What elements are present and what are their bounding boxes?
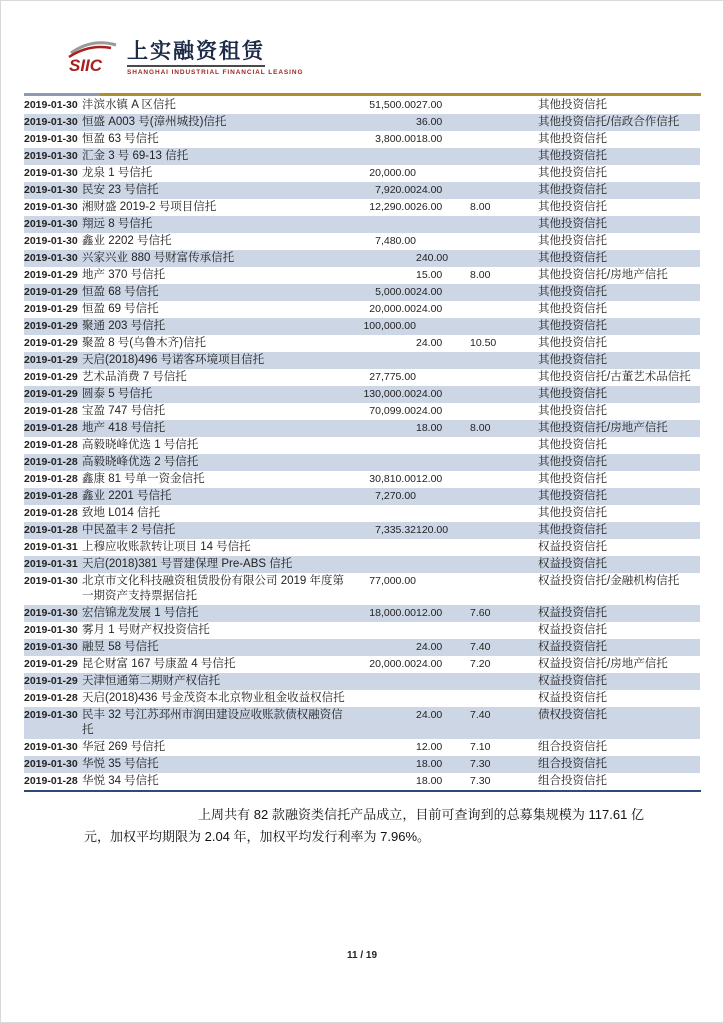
table-row (24, 739, 700, 756)
cell-amount (354, 352, 416, 369)
cell-rate (470, 437, 538, 454)
cell-amount: 30,810.00 (369, 473, 416, 485)
table-row (24, 318, 700, 335)
cell-rate (470, 165, 538, 182)
cell-category: 其他投资信托 (538, 303, 607, 315)
cell-category: 组合投资信托 (538, 758, 607, 770)
cell-date: 2019-01-28 (24, 692, 78, 704)
table-row (24, 505, 700, 522)
cell-term: 26.00 (416, 201, 443, 213)
cell-amount (354, 148, 416, 165)
table-row (24, 488, 700, 505)
cell-category: 权益投资信托/金融机构信托 (538, 575, 680, 587)
cell-date: 2019-01-29 (24, 320, 78, 332)
cell-amount: 70,099.00 (369, 405, 416, 417)
cell-product-name: 鑫康 81 号单一资金信托 (82, 473, 205, 485)
cell-rate (470, 352, 538, 369)
cell-date: 2019-01-30 (24, 607, 78, 619)
cell-product-name: 致地 L014 信托 (82, 507, 160, 519)
cell-term: 12.00 (416, 741, 443, 753)
cell-term: 24.00 (416, 184, 443, 196)
cell-amount: 100,000.00 (363, 320, 416, 332)
cell-category: 其他投资信托 (538, 354, 607, 366)
cell-rate (470, 250, 538, 267)
cell-product-name: 融昱 58 号信托 (82, 641, 159, 653)
cell-amount (354, 756, 416, 773)
table-row (24, 471, 700, 488)
cell-date: 2019-01-28 (24, 422, 78, 434)
cell-amount: 20,000.00 (369, 303, 416, 315)
cell-term: 24.00 (416, 337, 443, 349)
cell-date: 2019-01-28 (24, 456, 78, 468)
cell-product-name: 华悦 35 号信托 (82, 758, 159, 770)
cell-amount (354, 437, 416, 454)
cell-category: 权益投资信托 (538, 692, 607, 704)
company-logo (66, 36, 303, 76)
cell-term (416, 352, 470, 369)
cell-product-name: 鑫业 2201 号信托 (82, 490, 172, 502)
cell-rate: 8.00 (470, 422, 491, 434)
cell-category: 其他投资信托 (538, 388, 607, 400)
brand-name-cn: 上实融资租赁 (127, 40, 265, 67)
table-row (24, 97, 700, 114)
cell-date: 2019-01-30 (24, 99, 78, 111)
cell-term: 24.00 (416, 286, 443, 298)
cell-amount (354, 114, 416, 131)
cell-date: 2019-01-30 (24, 116, 78, 128)
cell-category: 其他投资信托 (538, 405, 607, 417)
table-row (24, 656, 700, 673)
table-row (24, 369, 700, 386)
table-row (24, 386, 700, 403)
summary-paragraph: 上周共有 82 款融资类信托产品成立，目前可查询到的总募集规模为 117.61 亿元，加权平均期限为 2.04 年，加权平均发行利率为 7.96%。 (84, 807, 644, 844)
cell-date: 2019-01-30 (24, 167, 78, 179)
cell-category: 权益投资信托 (538, 675, 607, 687)
cell-date: 2019-01-30 (24, 641, 78, 653)
cell-term (416, 454, 470, 471)
cell-product-name: 高毅晓峰优选 2 号信托 (82, 456, 199, 468)
cell-category: 其他投资信托 (538, 473, 607, 485)
cell-term (416, 318, 470, 335)
cell-product-name: 兴家兴业 880 号财富传承信托 (82, 252, 235, 264)
cell-category: 其他投资信托 (538, 218, 607, 230)
cell-rate (470, 216, 538, 233)
cell-date: 2019-01-29 (24, 658, 78, 670)
cell-rate (470, 233, 538, 250)
cell-product-name: 鑫业 2202 号信托 (82, 235, 172, 247)
cell-amount: 130,000.00 (363, 388, 416, 400)
cell-date: 2019-01-30 (24, 575, 78, 587)
cell-rate (470, 454, 538, 471)
cell-product-name: 天启(2018)381 号晋建保理 Pre-ABS 信托 (82, 558, 293, 570)
cell-date: 2019-01-29 (24, 354, 78, 366)
cell-product-name: 民安 23 号信托 (82, 184, 159, 196)
cell-date: 2019-01-29 (24, 269, 78, 281)
logo-text-block (127, 36, 303, 76)
table-row (24, 420, 700, 437)
cell-rate (470, 182, 538, 199)
siic-swoosh-icon (66, 36, 120, 76)
cell-rate: 7.20 (470, 658, 491, 670)
cell-rate: 7.30 (470, 758, 491, 770)
cell-amount (354, 639, 416, 656)
cell-category: 其他投资信托 (538, 439, 607, 451)
cell-date: 2019-01-28 (24, 775, 78, 787)
cell-rate: 7.30 (470, 775, 491, 787)
cell-category: 债权投资信托 (538, 709, 607, 721)
cell-date: 2019-01-28 (24, 524, 78, 536)
cell-term (416, 369, 470, 386)
cell-term (416, 216, 470, 233)
cell-term: 18.00 (416, 422, 443, 434)
cell-term (416, 556, 470, 573)
cell-amount (354, 739, 416, 756)
cell-rate: 8.00 (470, 201, 491, 213)
page-number: 11 / 19 (346, 950, 378, 961)
cell-product-name: 昆仑财富 167 号康盈 4 号信托 (82, 658, 236, 670)
cell-rate (470, 488, 538, 505)
cell-rate: 8.00 (470, 269, 491, 281)
cell-term (416, 539, 470, 556)
cell-category: 其他投资信托 (538, 490, 607, 502)
cell-amount (354, 773, 416, 790)
cell-product-name: 地产 418 号信托 (82, 422, 166, 434)
cell-amount (354, 267, 416, 284)
cell-term: 12.00 (416, 473, 443, 485)
cell-rate: 7.60 (470, 607, 491, 619)
cell-amount: 77,000.00 (369, 575, 416, 587)
cell-product-name: 翔远 8 号信托 (82, 218, 153, 230)
table-top-rule (24, 93, 701, 96)
cell-amount: 27,775.00 (369, 371, 416, 383)
cell-term (416, 573, 470, 605)
cell-date: 2019-01-29 (24, 303, 78, 315)
cell-category: 其他投资信托 (538, 167, 607, 179)
cell-product-name: 地产 370 号信托 (82, 269, 166, 281)
cell-category: 其他投资信托 (538, 286, 607, 298)
cell-date: 2019-01-30 (24, 150, 78, 162)
cell-category: 权益投资信托 (538, 558, 607, 570)
cell-rate: 7.10 (470, 741, 491, 753)
table-row (24, 284, 700, 301)
cell-product-name: 聚盈 8 号(乌鲁木齐)信托 (82, 337, 206, 349)
cell-rate (470, 131, 538, 148)
cell-product-name: 北京市文化科技融资租赁股份有限公司 2019 年度第一期资产支持票据信托 (82, 575, 344, 602)
siic-logo-icon (66, 36, 120, 76)
table-bottom-rule (24, 790, 701, 792)
table-row (24, 573, 700, 605)
cell-term: 36.00 (416, 116, 443, 128)
table-row (24, 454, 700, 471)
cell-amount: 12,290.00 (369, 201, 416, 213)
cell-rate (470, 386, 538, 403)
cell-rate (470, 573, 538, 605)
cell-category: 权益投资信托 (538, 541, 607, 553)
cell-category: 其他投资信托/房地产信托 (538, 269, 668, 281)
table-row (24, 403, 700, 420)
cell-product-name: 天津恒通第二期财产权信托 (82, 675, 220, 687)
table-row (24, 556, 700, 573)
cell-category: 其他投资信托 (538, 235, 607, 247)
cell-term: 12.00 (416, 607, 443, 619)
cell-term: 120.00 (416, 524, 449, 536)
cell-amount (354, 335, 416, 352)
cell-product-name: 沣滨水镇 A 区信托 (82, 99, 176, 111)
cell-term (416, 622, 470, 639)
cell-date: 2019-01-29 (24, 337, 78, 349)
cell-category: 其他投资信托 (538, 524, 607, 536)
cell-date: 2019-01-29 (24, 675, 78, 687)
cell-product-name: 聚通 203 号信托 (82, 320, 166, 332)
table-row (24, 148, 700, 165)
table-row (24, 673, 700, 690)
cell-term: 18.00 (416, 758, 443, 770)
cell-product-name: 天启(2018)436 号金茂资本北京物业租金收益权信托 (82, 692, 345, 704)
cell-category: 其他投资信托 (538, 337, 607, 349)
cell-term (416, 690, 470, 707)
cell-category: 其他投资信托 (538, 99, 607, 111)
table-row (24, 690, 700, 707)
cell-product-name: 恒盈 68 号信托 (82, 286, 159, 298)
table-row (24, 539, 700, 556)
cell-category: 权益投资信托/房地产信托 (538, 658, 668, 670)
siic-wordmark: SIIC (69, 56, 103, 75)
trust-table-body (24, 97, 700, 790)
cell-amount: 18,000.00 (369, 607, 416, 619)
cell-date: 2019-01-30 (24, 235, 78, 247)
table-row (24, 216, 700, 233)
cell-rate (470, 148, 538, 165)
cell-date: 2019-01-28 (24, 439, 78, 451)
table-row (24, 233, 700, 250)
cell-term: 18.00 (416, 133, 443, 145)
cell-product-name: 华冠 269 号信托 (82, 741, 166, 753)
cell-amount (354, 707, 416, 739)
cell-category: 其他投资信托/信政合作信托 (538, 116, 680, 128)
cell-rate (470, 97, 538, 114)
cell-term: 15.00 (416, 269, 443, 281)
cell-rate (470, 556, 538, 573)
cell-term (416, 148, 470, 165)
cell-date: 2019-01-29 (24, 286, 78, 298)
cell-product-name: 高毅晓峰优选 1 号信托 (82, 439, 199, 451)
cell-rate: 10.50 (470, 337, 497, 349)
cell-category: 其他投资信托/房地产信托 (538, 422, 668, 434)
cell-amount (354, 690, 416, 707)
cell-rate (470, 114, 538, 131)
table-row (24, 165, 700, 182)
cell-date: 2019-01-30 (24, 624, 78, 636)
trust-products-table (24, 97, 700, 790)
cell-rate (470, 284, 538, 301)
cell-product-name: 天启(2018)496 号诺客环境项目信托 (82, 354, 265, 366)
cell-term (416, 437, 470, 454)
cell-rate (470, 522, 538, 539)
cell-product-name: 圆泰 5 号信托 (82, 388, 153, 400)
cell-date: 2019-01-30 (24, 741, 78, 753)
table-row (24, 301, 700, 318)
table-row (24, 605, 700, 622)
cell-amount: 7,270.00 (375, 490, 416, 502)
cell-product-name: 恒盈 63 号信托 (82, 133, 159, 145)
cell-rate (470, 690, 538, 707)
table-row (24, 335, 700, 352)
cell-term: 24.00 (416, 303, 443, 315)
cell-term (416, 673, 470, 690)
cell-term: 24.00 (416, 658, 443, 670)
cell-category: 其他投资信托 (538, 133, 607, 145)
table-row (24, 131, 700, 148)
cell-term: 24.00 (416, 641, 443, 653)
table-row (24, 707, 700, 739)
cell-product-name: 上穆应收账款转让项目 14 号信托 (82, 541, 251, 553)
cell-amount: 3,800.00 (375, 133, 416, 145)
cell-date: 2019-01-28 (24, 490, 78, 502)
table-row (24, 773, 700, 790)
cell-amount (354, 556, 416, 573)
cell-amount: 7,480.00 (375, 235, 416, 247)
cell-rate (470, 369, 538, 386)
cell-term: 24.00 (416, 709, 443, 721)
cell-product-name: 宝盈 747 号信托 (82, 405, 166, 417)
cell-rate (470, 471, 538, 488)
brand-name-en: SHANGHAI INDUSTRIAL FINANCIAL LEASING (127, 69, 304, 76)
cell-rate (470, 318, 538, 335)
cell-term (416, 233, 470, 250)
cell-term (416, 488, 470, 505)
cell-product-name: 龙泉 1 号信托 (82, 167, 153, 179)
cell-product-name: 华悦 34 号信托 (82, 775, 159, 787)
cell-date: 2019-01-30 (24, 184, 78, 196)
table-row (24, 622, 700, 639)
table-row (24, 250, 700, 267)
cell-term: 240.00 (416, 252, 449, 264)
cell-amount (354, 622, 416, 639)
cell-category: 其他投资信托 (538, 252, 607, 264)
cell-category: 其他投资信托 (538, 201, 607, 213)
cell-date: 2019-01-30 (24, 758, 78, 770)
cell-amount: 5,000.00 (375, 286, 416, 298)
cell-product-name: 民丰 32 号江苏邳州市润田建设应收账款债权融资信托 (82, 709, 343, 736)
table-row (24, 199, 700, 216)
cell-product-name: 中民盈丰 2 号信托 (82, 524, 176, 536)
cell-product-name: 恒盈 69 号信托 (82, 303, 159, 315)
cell-amount (354, 673, 416, 690)
cell-amount: 7,920.00 (375, 184, 416, 196)
table-row (24, 352, 700, 369)
cell-term (416, 165, 470, 182)
cell-rate (470, 301, 538, 318)
cell-date: 2019-01-28 (24, 473, 78, 485)
cell-amount (354, 420, 416, 437)
cell-date: 2019-01-30 (24, 133, 78, 145)
cell-category: 其他投资信托 (538, 507, 607, 519)
cell-category: 组合投资信托 (538, 775, 607, 787)
cell-product-name: 宏信锦龙发展 1 号信托 (82, 607, 199, 619)
cell-date: 2019-01-28 (24, 405, 78, 417)
cell-rate (470, 403, 538, 420)
table-row (24, 437, 700, 454)
cell-term: 24.00 (416, 388, 443, 400)
cell-product-name: 汇金 3 号 69-13 信托 (82, 150, 189, 162)
cell-rate (470, 622, 538, 639)
cell-product-name: 湘财盛 2019-2 号项目信托 (82, 201, 217, 213)
cell-product-name: 艺术品消费 7 号信托 (82, 371, 187, 383)
cell-category: 其他投资信托/古董艺术品信托 (538, 371, 691, 383)
cell-date: 2019-01-31 (24, 558, 78, 570)
table-row (24, 639, 700, 656)
cell-amount (354, 250, 416, 267)
cell-amount: 7,335.32 (375, 524, 416, 536)
cell-category: 权益投资信托 (538, 624, 607, 636)
cell-amount (354, 216, 416, 233)
cell-category: 组合投资信托 (538, 741, 607, 753)
cell-category: 其他投资信托 (538, 456, 607, 468)
cell-date: 2019-01-29 (24, 371, 78, 383)
table-row (24, 182, 700, 199)
cell-rate: 7.40 (470, 641, 491, 653)
cell-rate (470, 673, 538, 690)
cell-date: 2019-01-28 (24, 507, 78, 519)
cell-category: 权益投资信托 (538, 607, 607, 619)
cell-category: 其他投资信托 (538, 320, 607, 332)
cell-date: 2019-01-29 (24, 388, 78, 400)
cell-date: 2019-01-30 (24, 709, 78, 721)
cell-term: 18.00 (416, 775, 443, 787)
cell-term: 27.00 (416, 99, 443, 111)
cell-amount (354, 505, 416, 522)
cell-category: 其他投资信托 (538, 184, 607, 196)
table-row (24, 267, 700, 284)
cell-product-name: 恒盛 A003 号(漳州城投)信托 (82, 116, 227, 128)
cell-amount (354, 539, 416, 556)
cell-date: 2019-01-30 (24, 218, 78, 230)
table-row (24, 756, 700, 773)
cell-amount (354, 454, 416, 471)
cell-category: 权益投资信托 (538, 641, 607, 653)
cell-amount: 51,500.00 (369, 99, 416, 111)
table-row (24, 114, 700, 131)
cell-amount: 20,000.00 (369, 658, 416, 670)
trust-products-section (0, 93, 724, 847)
cell-rate: 7.40 (470, 709, 491, 721)
cell-amount: 20,000.00 (369, 167, 416, 179)
table-row (24, 522, 700, 539)
cell-date: 2019-01-30 (24, 201, 78, 213)
cell-rate (470, 539, 538, 556)
cell-rate (470, 505, 538, 522)
cell-category: 其他投资信托 (538, 150, 607, 162)
cell-date: 2019-01-30 (24, 252, 78, 264)
cell-term (416, 505, 470, 522)
cell-date: 2019-01-31 (24, 541, 78, 553)
cell-term: 24.00 (416, 405, 443, 417)
cell-product-name: 雾月 1 号财产权投资信托 (82, 624, 210, 636)
